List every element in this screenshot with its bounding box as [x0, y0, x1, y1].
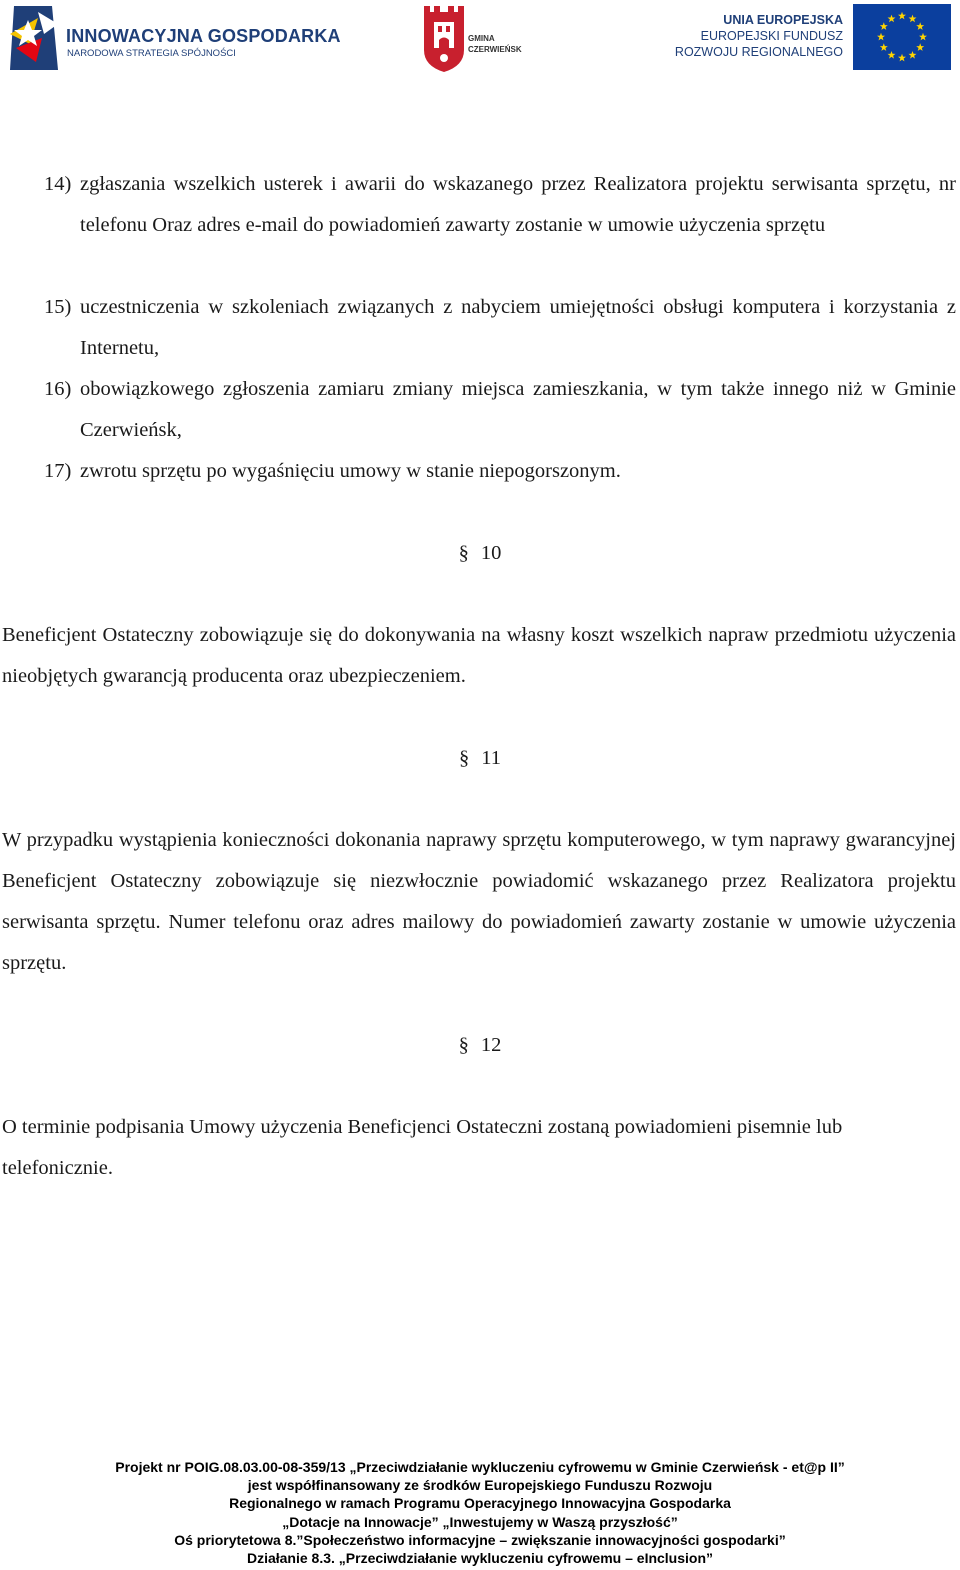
section-sign: § — [459, 747, 470, 769]
list-item-number: 16) — [44, 378, 72, 400]
list-item-text: uczestniczenia w szkoleniach związanych z nabyciem umiejętności obsługi komputera i korzystania z Internetu, — [80, 296, 956, 359]
section-heading-12 — [0, 1025, 960, 1066]
gmina-logo-line2: CZERWIEŃSK — [468, 45, 522, 54]
list-item-text: zwrotu sprzętu po wygaśnięciu umowy w stanie niepogorszonym. — [80, 460, 621, 482]
list-item — [44, 451, 956, 492]
ig-emblem-icon — [8, 4, 64, 72]
footer-line: „Dotacje na Innowacje” „Inwestujemy w Waszą przyszłość” — [282, 1513, 678, 1530]
footer-line: jest współfinansowany ze środków Europejskiego Funduszu Rozwoju — [247, 1477, 713, 1494]
section-sign: § — [458, 1034, 469, 1056]
list-item-text: obowiązkowego zgłoszenia zamiaru zmiany miejsca zamieszkania, w tym także innego niż w Gminie Czerwieńsk, — [80, 378, 956, 441]
section-number: 10 — [480, 542, 502, 564]
list-item-number: 14) — [44, 173, 72, 195]
ig-logo-title: INNOWACYJNA GOSPODARKA — [66, 26, 341, 46]
footer-line: Projekt nr POIG.08.03.00-08-359/13 „Przeciwdziałanie wykluczeniu cyfrowemu w Gminie Czerwieńsk - et@p II” — [115, 1459, 845, 1475]
section-paragraph-10: Beneficjent Ostateczny zobowiązuje się do dokonywania na własny koszt wszelkich napraw przedmiotu użyczenia nieobjętych gwarancją producenta oraz ubezpieczeniem. — [2, 624, 956, 687]
eu-flag-icon — [853, 4, 951, 70]
list-item-text: zgłaszania wszelkich usterek i awarii do wskazanego przez Realizatora projektu serwisanta sprzętu, nr telefonu Oraz adres e-mail do powiadomień zawarty zostanie w umowie użyczenia sprzętu — [80, 173, 956, 236]
ig-logo-subtitle: NARODOWA STRATEGIA SPÓJNOŚCI — [67, 48, 236, 59]
eu-logo-line1: UNIA EUROPEJSKA — [723, 13, 843, 27]
list-item — [44, 369, 956, 451]
innowacyjna-gospodarka-logo — [8, 4, 341, 72]
list-item — [44, 287, 956, 369]
section-number: 11 — [481, 747, 501, 769]
gmina-crest-icon — [420, 4, 468, 74]
section-sign: § — [458, 542, 469, 564]
list-item-number: 15) — [44, 296, 72, 318]
eu-logo-text — [675, 12, 843, 60]
section-number: 12 — [480, 1034, 502, 1056]
footer-line: Oś priorytetowa 8.”Społeczeństwo informacyjne – zwiększanie innowacyjności gospodarki” — [174, 1531, 786, 1548]
section-heading-10 — [0, 533, 960, 574]
gmina-logo-line1: GMINA — [468, 34, 495, 43]
eu-logo-line2: EUROPEJSKI FUNDUSZ — [700, 29, 843, 43]
footer-line: Regionalnego w ramach Programu Operacyjnego Innowacyjna Gospodarka — [229, 1495, 731, 1512]
gmina-czerwiensk-logo — [420, 4, 530, 74]
page-header — [0, 0, 960, 80]
gmina-logo-name — [468, 33, 522, 55]
footer-line: Działanie 8.3. „Przeciwdziałanie wykluczeniu cyfrowemu – eInclusion” — [246, 1550, 714, 1567]
list-item — [44, 164, 956, 246]
list-item-number: 17) — [44, 460, 72, 482]
eu-logo-line3: ROZWOJU REGIONALNEGO — [674, 45, 843, 59]
section-paragraph-11: W przypadku wystąpienia konieczności dokonania naprawy sprzętu komputerowego, w tym naprawy gwarancyjnej Beneficjent Ostateczny zobowiązuje się niezwłocznie powiadomić wskazanego przez Realizatora projektu serwisanta sprzętu. Numer telefonu oraz adres mailowy do powiadomień zawarty zostanie w umowie użyczenia sprzętu. — [2, 829, 956, 974]
page-footer — [0, 1458, 960, 1567]
section-heading-11 — [0, 738, 960, 779]
section-paragraph-12: O terminie podpisania Umowy użyczenia Beneficjenci Ostateczni zostaną powiadomieni pisemnie lub telefonicznie. — [2, 1116, 843, 1179]
unia-europejska-logo — [670, 4, 955, 72]
